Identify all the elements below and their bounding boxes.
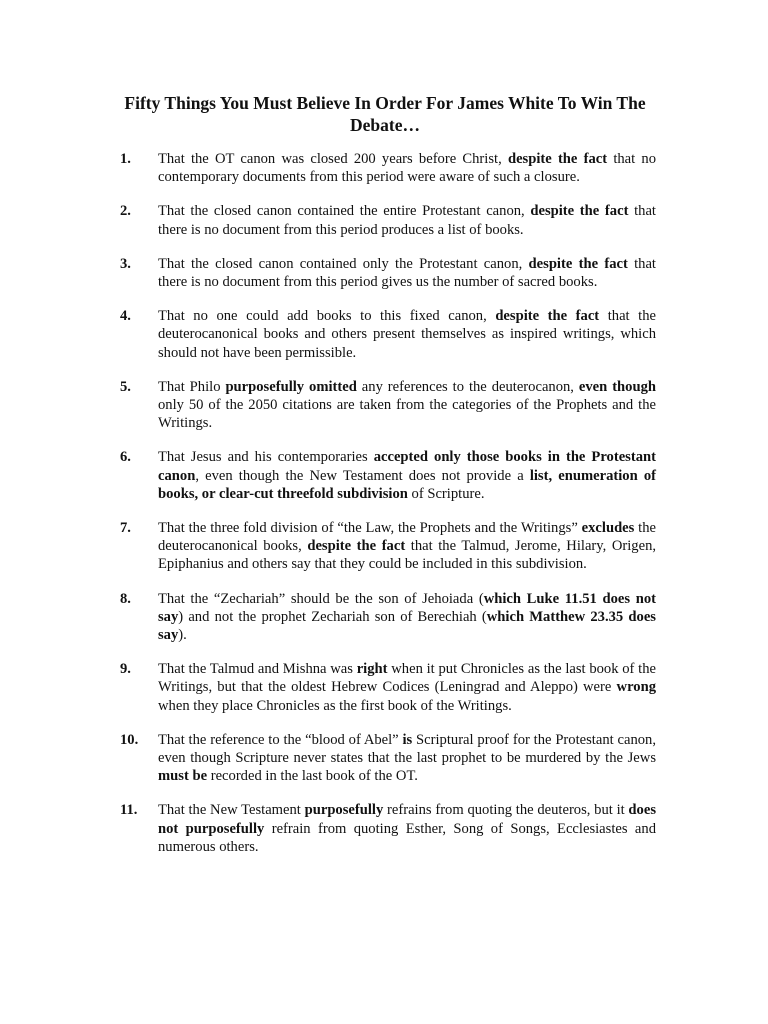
list-item-text — [158, 448, 656, 503]
emphasis-text: purposefully omitted — [225, 378, 357, 395]
emphasis-text: is — [402, 731, 413, 748]
emphasis-text: despite the fact — [530, 203, 629, 220]
list-item-number: 4. — [120, 308, 131, 325]
list-item — [0, 202, 768, 238]
list-item-number: 11. — [120, 802, 138, 819]
body-text: , even though the New Testament does not provide a — [195, 467, 530, 484]
body-text: refrains from quoting the deuteros, but it — [383, 802, 629, 819]
body-text: ) and not the prophet Zechariah son of Berechiah ( — [178, 608, 487, 625]
body-text: That the closed canon contained only the Protestant canon, — [158, 255, 529, 272]
list-item-text — [158, 202, 656, 238]
list-item — [0, 150, 768, 186]
emphasis-text: despite the fact — [495, 308, 600, 325]
list-item-text — [158, 731, 656, 786]
body-text: That Philo — [158, 378, 226, 395]
list-item-number: 1. — [120, 151, 131, 167]
body-text: That the Talmud and Mishna was — [158, 661, 357, 678]
body-text: that the Talmud, Jerome, Hilary, Origen, Epiphanius and others say that they could be included in this subdivision. — [158, 538, 657, 573]
body-text: only 50 of the 2050 citations are taken from the categories of the Prophets and the Writings. — [158, 397, 656, 432]
body-text: That the New Testament — [158, 802, 305, 819]
list-item-number: 9. — [120, 661, 131, 678]
list-item — [0, 801, 768, 856]
list-item — [0, 519, 768, 574]
emphasis-text: which Luke 11.51 does not say — [158, 590, 656, 625]
body-text: ). — [178, 627, 187, 644]
body-text: That the reference to the “blood of Abel” — [158, 731, 403, 748]
emphasis-text: must be — [158, 768, 208, 785]
list-item-number: 2. — [120, 203, 131, 220]
list-item-number: 3. — [120, 255, 131, 272]
numbered-list — [0, 150, 768, 872]
emphasis-text: despite the fact — [528, 255, 628, 272]
list-item-text — [158, 590, 656, 645]
list-item-text — [158, 255, 656, 291]
body-text: That Jesus and his contemporaries — [158, 449, 374, 466]
emphasis-text: list, enumeration of books, or clear-cut threefold subdivision — [158, 467, 656, 502]
body-text: That no one could add books to this fixed canon, — [158, 308, 496, 325]
body-text: of Scripture. — [407, 485, 485, 502]
list-item — [0, 731, 768, 786]
emphasis-text: despite the fact — [307, 538, 406, 555]
list-item-text — [158, 801, 656, 856]
emphasis-text: excludes — [581, 520, 635, 537]
body-text: the deuterocanonical books, — [158, 520, 656, 555]
body-text: any references to the deuterocanon, — [356, 378, 579, 395]
emphasis-text: wrong — [616, 679, 656, 696]
body-text: refrain from quoting Esther, Song of Songs, Ecclesiastes and numerous others. — [158, 820, 656, 855]
body-text: That the closed canon contained the entire Protestant canon, — [158, 203, 531, 220]
list-item — [0, 660, 768, 715]
list-item-number: 8. — [120, 590, 131, 607]
body-text: Scriptural proof for the Protestant canon, even though Scripture never states that the last prophet to be murdered by the Jews — [158, 731, 656, 767]
body-text: that the deuterocanonical books and others present themselves as inspired writings, which should not have been permissible. — [158, 308, 657, 361]
list-item-number: 6. — [120, 449, 131, 466]
emphasis-text: which Matthew 23.35 does say — [158, 608, 656, 644]
emphasis-text: accepted only those books in the Protestant canon — [158, 449, 656, 484]
list-item — [0, 255, 768, 291]
body-text: that there is no document from this period produces a list of books. — [158, 203, 656, 238]
body-text: when it put Chronicles as the last book of the Writings, but that the oldest Hebrew Codices (Leningrad and Aleppo) were — [158, 661, 656, 696]
body-text: That the “Zechariah” should be the son of Jehoiada ( — [158, 590, 484, 607]
body-text: when they place Chronicles as the first book of the Writings. — [158, 697, 512, 714]
list-item-number: 10. — [120, 731, 139, 748]
emphasis-text: even though — [578, 378, 656, 395]
emphasis-text: right — [356, 661, 388, 678]
list-item — [0, 307, 768, 362]
list-item — [0, 448, 768, 503]
list-item-number: 5. — [120, 378, 131, 395]
list-item-text — [158, 150, 656, 186]
list-item-number: 7. — [120, 520, 131, 537]
list-item-text — [158, 519, 656, 574]
list-item — [0, 378, 768, 433]
document-title: Fifty Things You Must Believe In Order For James White To Win The Debate… — [124, 93, 646, 135]
body-text: recorded in the last book of the OT. — [207, 768, 418, 785]
emphasis-text: despite the fact — [507, 151, 608, 167]
list-item-text — [158, 378, 656, 433]
list-item-text — [158, 660, 656, 715]
body-text: that there is no document from this period gives us the number of sacred books. — [158, 255, 656, 291]
body-text: That the OT canon was closed 200 years before Christ, — [158, 151, 508, 167]
emphasis-text: does not purposefully — [158, 802, 656, 837]
body-text: that no contemporary documents from this period were aware of such a closure. — [158, 151, 657, 186]
list-item-text — [158, 307, 656, 362]
body-text: That the three fold division of “the Law, the Prophets and the Writings” — [158, 520, 582, 537]
emphasis-text: purposefully — [304, 802, 384, 819]
list-item — [0, 590, 768, 645]
